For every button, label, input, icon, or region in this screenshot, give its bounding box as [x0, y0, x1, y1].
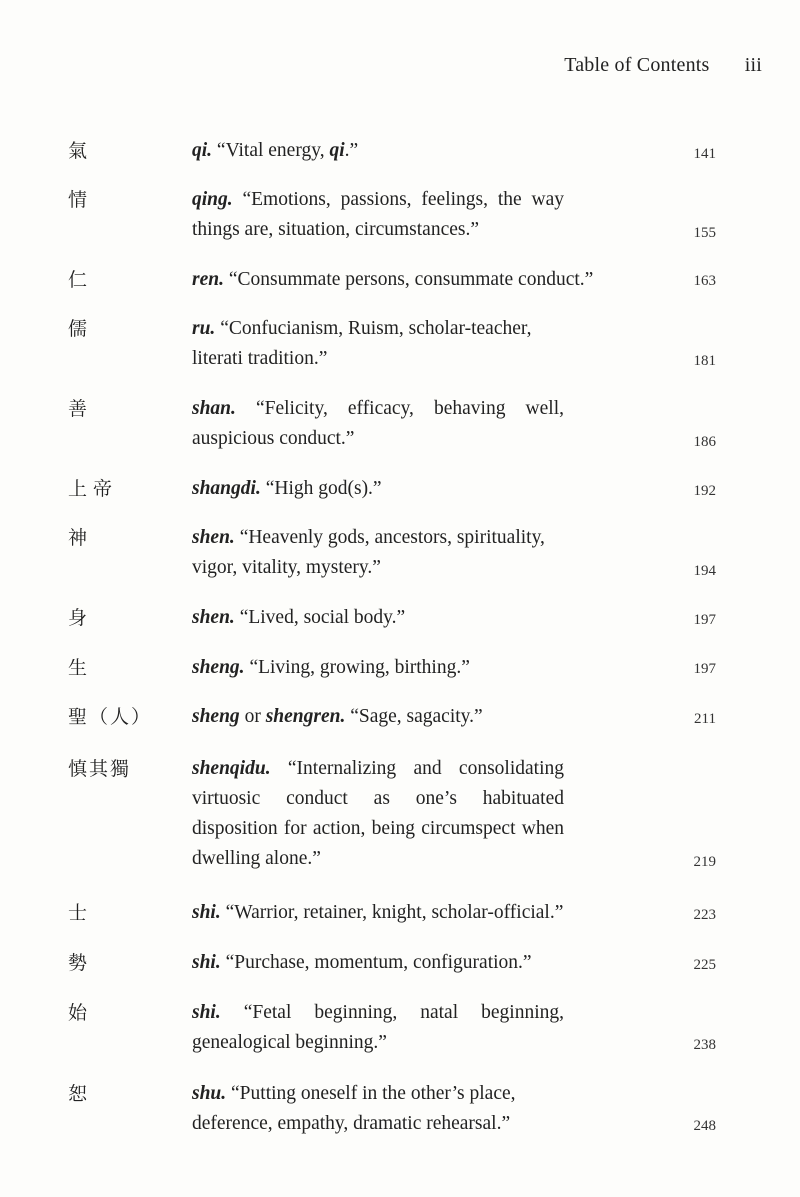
toc-entry-gloss — [192, 948, 564, 978]
toc-entry-term: ru. — [192, 318, 216, 339]
toc-entry-page-number: 155 — [693, 225, 716, 241]
toc-entry-gloss-text: “Confucianism, Ruism, scholar-teacher, literati tradition.” — [192, 318, 532, 369]
toc-entry-term: shangdi. — [192, 478, 261, 499]
toc-entry-page-number: 225 — [693, 957, 716, 973]
toc-entry-hanzi: 上帝 — [68, 478, 119, 500]
toc-entry-page-number: 192 — [693, 483, 716, 499]
toc-entry-gloss — [192, 136, 564, 166]
toc-entry-gloss — [192, 185, 564, 245]
toc-entry-gloss-text: “Purchase, momentum, configuration.” — [220, 952, 532, 973]
toc-entry-gloss-text: .” — [344, 140, 359, 161]
toc-entry-term: sheng. — [192, 657, 245, 678]
toc-entry-gloss-text: “High god(s).” — [260, 478, 382, 499]
toc-entry-term: shen. — [192, 527, 235, 548]
toc-entry-page-number: 194 — [693, 563, 716, 579]
toc-entry-hanzi: 恕 — [68, 1083, 94, 1105]
toc-entry-gloss — [192, 603, 564, 633]
toc-entry-gloss — [192, 702, 564, 732]
toc-entry-term: shi. — [192, 902, 221, 923]
toc-entry-gloss-text: “Lived, social body.” — [234, 607, 406, 628]
toc-entry-gloss — [192, 754, 564, 874]
toc-entry-page-number: 197 — [693, 661, 716, 677]
toc-entry-page-number: 163 — [693, 273, 716, 289]
toc-entry-term: shen. — [192, 607, 235, 628]
toc-entry-gloss — [192, 1079, 564, 1139]
toc-entry-page-number: 181 — [693, 353, 716, 369]
toc-entry-term: qing. — [192, 189, 233, 210]
toc-entry-page-number: 219 — [693, 854, 716, 870]
toc-entry-page-number: 238 — [693, 1037, 716, 1053]
toc-entry-gloss-text: “Internalizing and consolidating virtuosic conduct as one’s habituated disposition for action, being circumspect when dwelling alone.” — [192, 758, 564, 869]
toc-entry-page-number: 197 — [693, 612, 716, 628]
toc-entry-term: shenqidu. — [192, 758, 271, 779]
toc-entry-gloss — [192, 998, 564, 1058]
toc-entry-gloss — [192, 653, 564, 683]
running-head-page-number: iii — [744, 54, 762, 76]
toc-entry-term: shengren. — [265, 706, 346, 727]
toc-entry-hanzi: 情 — [68, 189, 94, 211]
toc-entry-gloss-text: “Fetal beginning, natal beginning, genealogical beginning.” — [192, 1002, 564, 1053]
toc-entry-hanzi: 生 — [68, 657, 94, 679]
toc-entry-term: shu. — [192, 1083, 227, 1104]
toc-entry-hanzi: 氣 — [68, 140, 94, 162]
toc-entry-hanzi: 始 — [68, 1002, 94, 1024]
toc-entry-page-number: 248 — [693, 1118, 716, 1134]
toc-entry-gloss — [192, 265, 642, 295]
toc-entry-gloss-text: “Emotions, passions, feelings, the way things are, situation, circumstances.” — [192, 189, 564, 240]
toc-entry-term: sheng — [192, 706, 240, 727]
toc-entry-page-number: 211 — [694, 711, 716, 727]
toc-entry-gloss — [192, 523, 564, 583]
toc-entry-page-number: 186 — [693, 434, 716, 450]
toc-entry-gloss-text: “Vital energy, — [212, 140, 330, 161]
running-head — [564, 54, 762, 77]
toc-entry-gloss-text: or — [239, 706, 266, 727]
toc-entry-hanzi: 勢 — [68, 952, 94, 974]
toc-entry-gloss-text: “Warrior, retainer, knight, scholar-official.” — [220, 902, 564, 923]
toc-entry-gloss-text: “Consummate persons, consummate conduct.” — [223, 269, 594, 290]
toc-entry-gloss — [192, 314, 564, 374]
toc-entry-hanzi: 仁 — [68, 269, 94, 291]
toc-entry-hanzi: 聖（人） — [68, 706, 153, 728]
toc-entry-term: shan. — [192, 398, 236, 419]
toc-entry-gloss-text: “Felicity, efficacy, behaving well, auspicious conduct.” — [192, 398, 564, 449]
toc-entry-term: qi. — [192, 140, 213, 161]
toc-entry-term: shi. — [192, 952, 221, 973]
toc-entry-hanzi: 神 — [68, 527, 94, 549]
toc-entry-hanzi: 善 — [68, 398, 94, 420]
toc-entry-hanzi: 儒 — [68, 318, 94, 340]
toc-entry-gloss-text: “Sage, sagacity.” — [345, 706, 483, 727]
running-head-title: Table of Contents — [564, 54, 710, 76]
toc-entry-gloss-text: “Heavenly gods, ancestors, spirituality, vigor, vitality, mystery.” — [192, 527, 545, 578]
toc-entry-hanzi: 身 — [68, 607, 94, 629]
toc-entry-gloss — [192, 898, 622, 928]
toc-entry-page-number: 223 — [693, 907, 716, 923]
toc-entry-hanzi: 慎其獨 — [68, 758, 132, 780]
toc-entry-term: shi. — [192, 1002, 221, 1023]
toc-entry-gloss-text: “Putting oneself in the other’s place, deference, empathy, dramatic rehearsal.” — [192, 1083, 516, 1134]
toc-entry-gloss — [192, 474, 564, 504]
toc-entry-term: ren. — [192, 269, 224, 290]
toc-entry-page-number: 141 — [693, 146, 716, 162]
toc-entry-gloss-emphasis: qi — [329, 140, 345, 161]
toc-entry-hanzi: 士 — [68, 902, 94, 924]
toc-entry-gloss — [192, 394, 564, 454]
toc-entry-gloss-text: “Living, growing, birthing.” — [244, 657, 470, 678]
